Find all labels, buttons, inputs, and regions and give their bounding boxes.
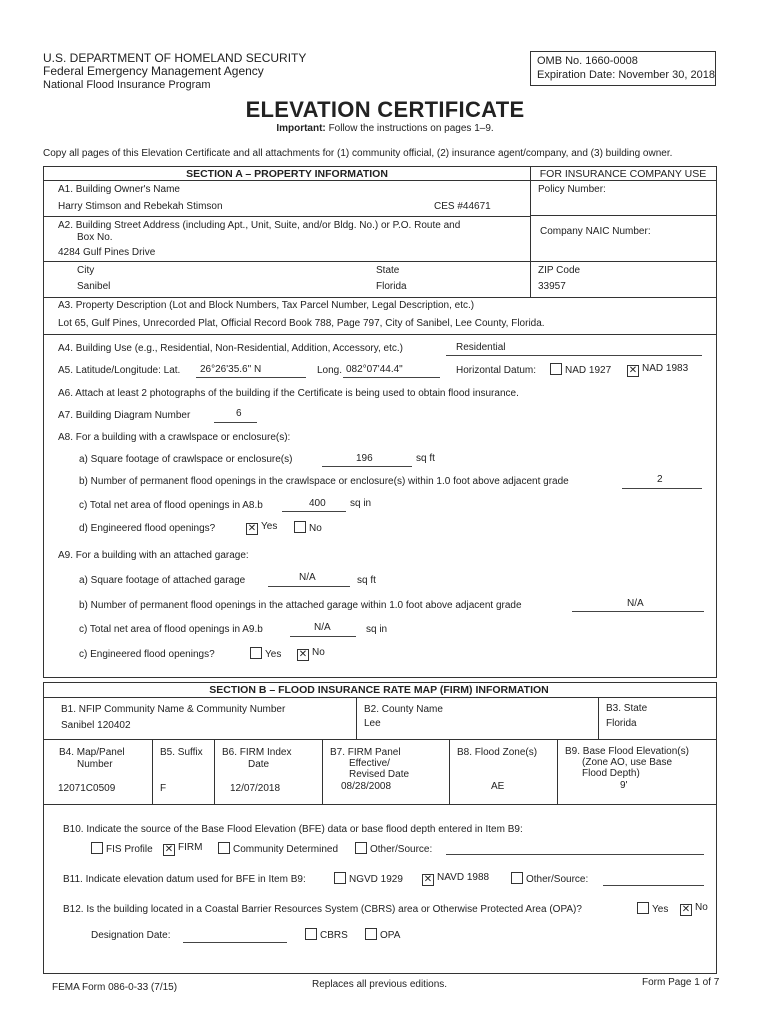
divider <box>449 739 450 804</box>
divider <box>43 261 717 262</box>
a2-label: A2. Building Street Address (including Apt., Unit, Suite, and/or Bldg. No.) or P.O. Route and <box>58 220 461 231</box>
divider <box>557 739 558 804</box>
a8d-no-checkbox[interactable] <box>294 521 306 533</box>
a1-owner-name: Harry Stimson and Rebekah Stimson <box>58 201 223 212</box>
b6-label: B6. FIRM Index <box>222 747 292 758</box>
underline <box>268 586 350 587</box>
b9-label: B9. Base Flood Elevation(s) <box>565 746 689 757</box>
divider <box>43 180 717 181</box>
omb-box <box>530 51 716 86</box>
b3-label: B3. State <box>606 703 648 714</box>
divider <box>152 739 153 804</box>
divider <box>43 739 717 740</box>
a8b-value: 2 <box>657 474 663 485</box>
state-label: State <box>376 265 400 276</box>
underline <box>214 422 257 423</box>
a8d-yes-label: Yes <box>261 521 278 532</box>
ngvd-checkbox[interactable] <box>334 872 346 884</box>
underline <box>622 488 702 489</box>
b12-yes-option[interactable] <box>637 902 668 915</box>
a5-label: A5. Latitude/Longitude: Lat. <box>58 365 181 376</box>
divider <box>322 739 323 804</box>
a9a-value: N/A <box>299 572 316 583</box>
divider <box>530 166 531 298</box>
b5-label: B5. Suffix <box>160 747 203 758</box>
a3-property-description: Lot 65, Gulf Pines, Unrecorded Plat, Official Record Book 788, Page 797, City of Sanibel, Lee County, Florida. <box>58 318 545 329</box>
a8d-no-label: No <box>309 523 322 534</box>
b12-label: B12. Is the building located in a Coastal Barrier Resources System (CBRS) area or Otherwise Protected Area (OPA)? <box>63 904 582 915</box>
b11-label: B11. Indicate elevation datum used for BFE in Item B9: <box>63 874 306 885</box>
a8b-label: b) Number of permanent flood openings in the crawlspace or enclosure(s) within 1.0 foot above adjacent grade <box>79 476 569 487</box>
a8c-value: 400 <box>309 498 326 509</box>
opa-option[interactable] <box>365 928 400 941</box>
a9-label: A9. For a building with an attached garage: <box>58 550 249 561</box>
city-value: Sanibel <box>77 281 111 292</box>
nad1927-checkbox[interactable] <box>550 363 562 375</box>
other-source-checkbox[interactable] <box>355 842 367 854</box>
b10-label: B10. Indicate the source of the Base Flood Elevation (BFE) data or base flood depth entered in Item B9: <box>63 824 523 835</box>
underline <box>446 355 702 356</box>
b12-yes-label: Yes <box>652 904 669 915</box>
a7-label: A7. Building Diagram Number <box>58 410 191 421</box>
a4-building-use: Residential <box>456 342 506 353</box>
a9d-yes-checkbox[interactable] <box>250 647 262 659</box>
navd-label: NAVD 1988 <box>437 872 490 883</box>
copy-note: Copy all pages of this Elevation Certificate and all attachments for (1) community official, (2) insurance agent/company, and (3) building owner. <box>43 148 673 159</box>
underline <box>196 377 306 378</box>
b12-no-option[interactable] <box>680 902 708 916</box>
replaces-note: Replaces all previous editions. <box>312 979 448 990</box>
b11-other-checkbox[interactable] <box>511 872 523 884</box>
a9d-no-checkbox[interactable]: ✕ <box>298 649 308 660</box>
fis-label: FIS Profile <box>106 844 153 855</box>
a7-diagram-number: 6 <box>236 408 242 419</box>
a9b-label: b) Number of permanent flood openings in the attached garage within 1.0 foot above adjacent grade <box>79 600 522 611</box>
underline <box>603 885 704 886</box>
divider <box>43 297 717 298</box>
nad1983-checkbox[interactable]: ✕ <box>628 365 638 376</box>
designation-date-label: Designation Date: <box>91 930 171 941</box>
city-label: City <box>77 265 95 276</box>
a8d-label: d) Engineered flood openings? <box>79 523 216 534</box>
underline <box>290 636 356 637</box>
b11-other-option[interactable] <box>511 872 588 885</box>
b9-label-cont: (Zone AO, use Base <box>582 757 673 768</box>
a9d-yes-label: Yes <box>265 649 282 660</box>
nad1927-option[interactable] <box>550 363 611 376</box>
navd-option[interactable] <box>422 872 489 886</box>
nad1983-label: NAD 1983 <box>642 363 689 374</box>
opa-checkbox[interactable] <box>365 928 377 940</box>
a8a-value: 196 <box>356 453 373 464</box>
a8d-yes-checkbox[interactable]: ✕ <box>247 523 257 534</box>
b2-label: B2. County Name <box>364 704 443 715</box>
b1-label: B1. NFIP Community Name & Community Number <box>61 704 286 715</box>
b7-label-cont-2: Revised Date <box>349 769 410 780</box>
ngvd-label: NGVD 1929 <box>349 874 403 885</box>
ngvd-option[interactable] <box>334 872 403 885</box>
b9-label-cont-2: Flood Depth) <box>582 768 640 779</box>
a8c-label: c) Total net area of flood openings in A8.b <box>79 500 263 511</box>
a9a-unit: sq ft <box>357 575 376 586</box>
a8a-label: a) Square footage of crawlspace or enclosure(s) <box>79 454 293 465</box>
section-b-title: SECTION B – FLOOD INSURANCE RATE MAP (FIRM) INFORMATION <box>209 684 549 696</box>
form-number: FEMA Form 086-0-33 (7/15) <box>52 982 178 993</box>
other-source-label: Other/Source: <box>370 844 433 855</box>
b10-fis-option[interactable] <box>91 842 153 855</box>
underline <box>183 942 287 943</box>
page-number: Form Page 1 of 7 <box>642 977 720 988</box>
long-label: Long. <box>317 365 343 376</box>
nad1983-option[interactable] <box>627 363 688 377</box>
firm-checkbox[interactable]: ✕ <box>164 844 174 855</box>
cbrs-checkbox[interactable] <box>305 928 317 940</box>
a9d-yes-option[interactable] <box>250 647 281 660</box>
program-name: National Flood Insurance Program <box>43 79 211 91</box>
fis-checkbox[interactable] <box>91 842 103 854</box>
important-label: Important: <box>276 123 326 134</box>
b12-no-label: No <box>695 902 708 913</box>
b8-label: B8. Flood Zone(s) <box>457 747 538 758</box>
cbrs-option[interactable] <box>305 928 348 941</box>
b10-firm-option[interactable] <box>163 842 202 856</box>
naic-label: Company NAIC Number: <box>540 226 651 237</box>
a8-label: A8. For a building with a crawlspace or enclosure(s): <box>58 432 291 443</box>
section-a-title: SECTION A – PROPERTY INFORMATION <box>186 168 388 180</box>
b6-label-cont: Date <box>248 759 270 770</box>
state-value: Florida <box>376 281 407 292</box>
important-text: Follow the instructions on pages 1–9. <box>328 123 494 134</box>
a9c-unit: sq in <box>366 624 388 635</box>
b4-label-cont: Number <box>77 759 113 770</box>
b8-flood-zone: AE <box>491 781 505 792</box>
b1-community: Sanibel 120402 <box>61 720 131 731</box>
divider <box>356 697 357 739</box>
a9a-label: a) Square footage of attached garage <box>79 575 246 586</box>
expiration-date: Expiration Date: November 30, 2018 <box>537 69 715 81</box>
a3-label: A3. Property Description (Lot and Block Numbers, Tax Parcel Number, Legal Description, etc.) <box>58 300 475 311</box>
underline <box>446 854 704 855</box>
community-checkbox[interactable] <box>218 842 230 854</box>
divider <box>43 216 531 217</box>
b4-label: B4. Map/Panel <box>59 747 125 758</box>
b5-suffix: F <box>160 783 167 794</box>
b2-county: Lee <box>364 718 381 729</box>
b3-state: Florida <box>606 718 637 729</box>
a9c-label: c) Total net area of flood openings in A9.b <box>79 624 263 635</box>
underline <box>322 466 412 467</box>
a8c-unit: sq in <box>350 498 372 509</box>
a9c-value: N/A <box>314 622 331 633</box>
zip-label: ZIP Code <box>538 265 581 276</box>
divider <box>43 697 717 698</box>
department-name: U.S. DEPARTMENT OF HOMELAND SECURITY <box>43 51 307 65</box>
a1-label: A1. Building Owner's Name <box>58 184 180 195</box>
b6-firm-index-date: 12/07/2018 <box>230 783 281 794</box>
longitude-value: 082°07'44.4" <box>346 364 403 375</box>
a2-label-cont: Box No. <box>77 232 113 243</box>
divider <box>43 334 717 335</box>
agency-name: Federal Emergency Management Agency <box>43 64 264 78</box>
horizontal-datum-label: Horizontal Datum: <box>456 365 537 376</box>
divider <box>598 697 599 739</box>
cbrs-label: CBRS <box>320 930 348 941</box>
b12-no-checkbox[interactable]: ✕ <box>681 904 691 915</box>
a9d-no-label: No <box>312 647 325 658</box>
b11-other-label: Other/Source: <box>526 874 589 885</box>
important-note <box>0 123 770 134</box>
a4-label: A4. Building Use (e.g., Residential, Non-Residential, Addition, Accessory, etc.) <box>58 343 403 354</box>
underline <box>282 511 346 512</box>
firm-label: FIRM <box>178 842 203 853</box>
b7-label: B7. FIRM Panel <box>330 747 401 758</box>
a8a-unit: sq ft <box>416 453 435 464</box>
underline <box>343 377 440 378</box>
opa-label: OPA <box>380 930 401 941</box>
divider <box>214 739 215 804</box>
a8d-yes-option[interactable] <box>246 521 277 535</box>
underline <box>572 611 704 612</box>
divider <box>531 215 716 216</box>
zip-value: 33957 <box>538 281 566 292</box>
omb-number: OMB No. 1660-0008 <box>537 55 638 67</box>
b9-base-flood-elevation: 9' <box>620 780 628 791</box>
b7-label-cont: Effective/ <box>349 758 390 769</box>
policy-number-label: Policy Number: <box>538 184 606 195</box>
page-title: ELEVATION CERTIFICATE <box>245 97 525 122</box>
b12-yes-checkbox[interactable] <box>637 902 649 914</box>
a9d-label: c) Engineered flood openings? <box>79 649 215 660</box>
b4-map-panel-number: 12071C0509 <box>58 783 116 794</box>
community-label: Community Determined <box>233 844 339 855</box>
b7-firm-panel-date: 08/28/2008 <box>341 781 392 792</box>
a6-text: A6. Attach at least 2 photographs of the building if the Certificate is being used to obtain flood insurance. <box>58 388 519 399</box>
navd-checkbox[interactable]: ✕ <box>423 874 433 885</box>
insurance-use-heading: FOR INSURANCE COMPANY USE <box>539 168 707 180</box>
a9b-value: N/A <box>627 598 644 609</box>
a9d-no-option[interactable] <box>297 647 325 661</box>
b10-community-option[interactable] <box>218 842 338 855</box>
nad1927-label: NAD 1927 <box>565 365 612 376</box>
latitude-value: 26°26'35.6" N <box>200 364 262 375</box>
b10-other-option[interactable] <box>355 842 432 855</box>
a8d-no-option[interactable] <box>294 521 322 534</box>
a2-street-address: 4284 Gulf Pines Drive <box>58 247 156 258</box>
ces-number: CES #44671 <box>434 201 491 212</box>
divider <box>43 804 717 805</box>
